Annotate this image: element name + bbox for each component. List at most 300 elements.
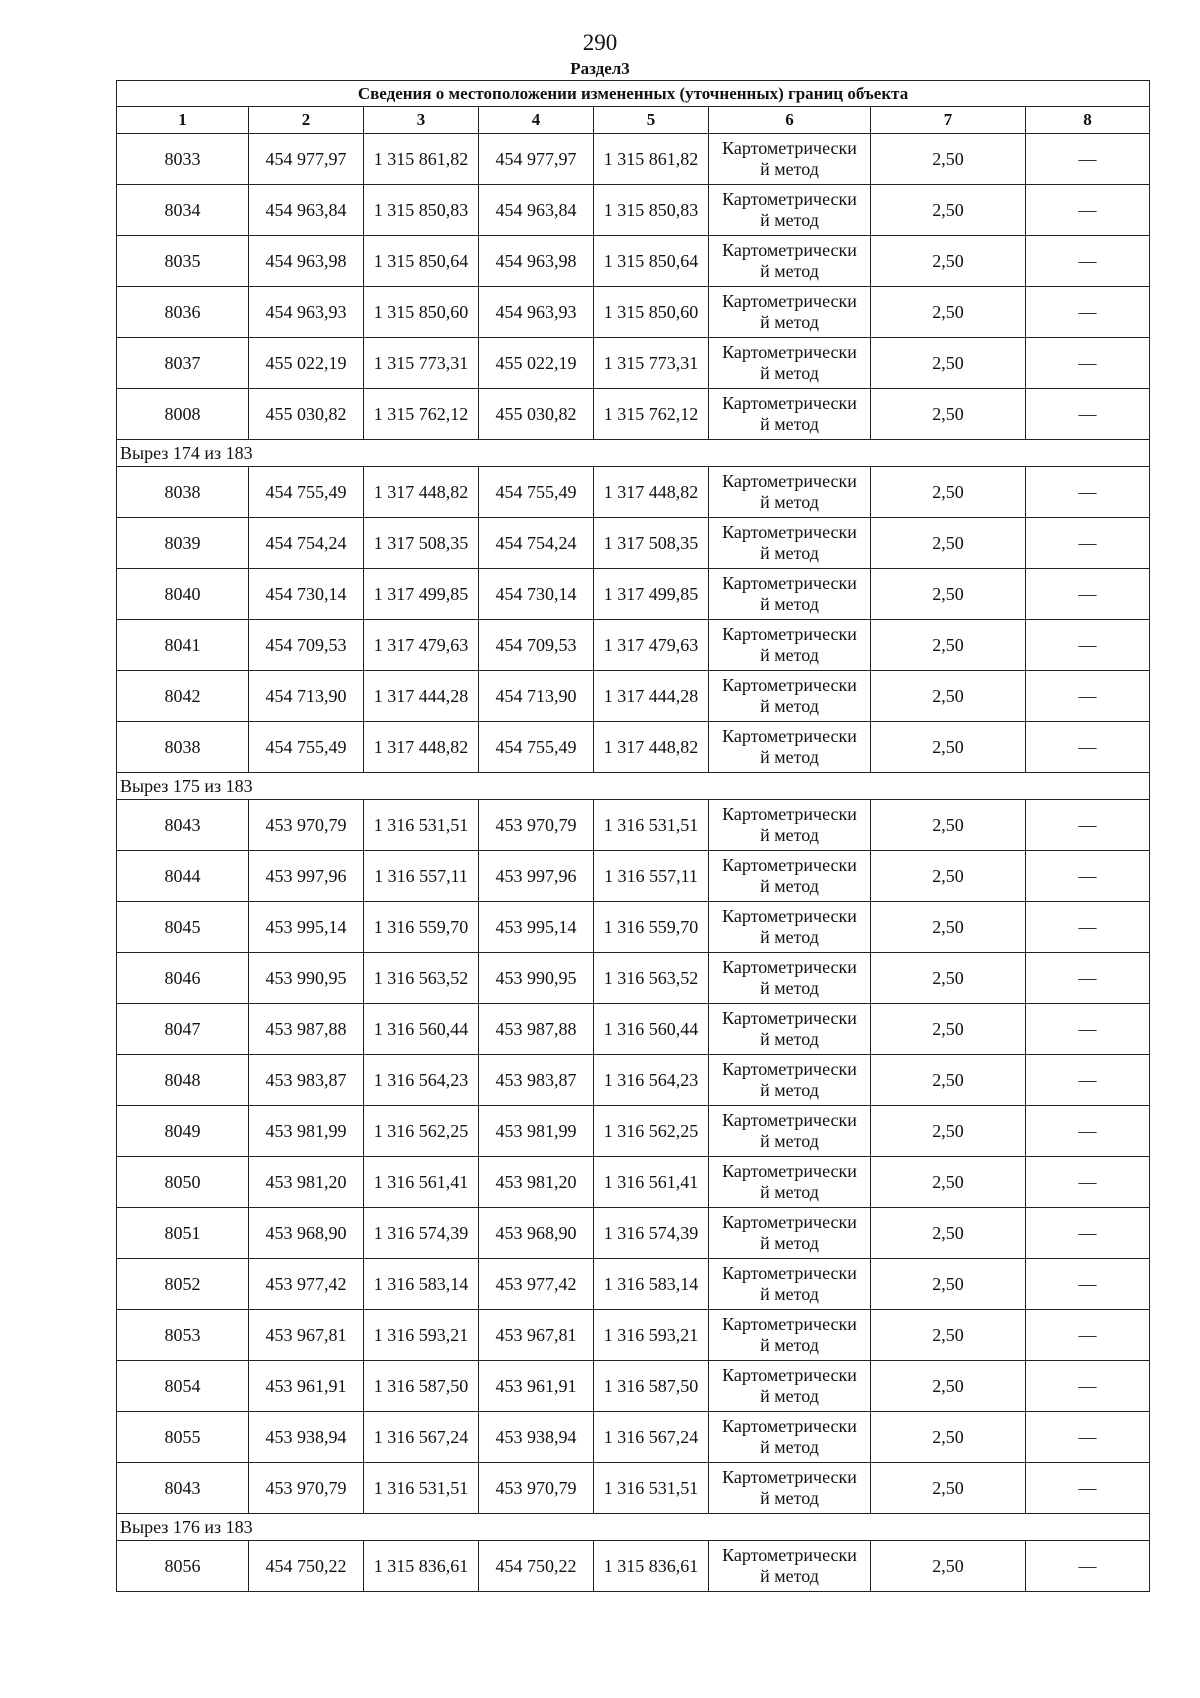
x-updated-cell: 453 970,79 — [479, 800, 594, 851]
cutout-subheader-row — [117, 773, 1150, 800]
method-text-line2: й метод — [760, 1437, 819, 1457]
table-row — [117, 287, 1150, 338]
method-text-line1: Картометрически — [722, 1365, 857, 1385]
method-cell — [709, 467, 871, 518]
point-number-cell: 8055 — [117, 1412, 249, 1463]
method-text-line1: Картометрически — [722, 624, 857, 644]
remark-cell: — — [1026, 1055, 1150, 1106]
point-number-cell: 8049 — [117, 1106, 249, 1157]
remark-cell: — — [1026, 134, 1150, 185]
method-text-line2: й метод — [760, 747, 819, 767]
method-cell — [709, 851, 871, 902]
remark-cell: — — [1026, 1361, 1150, 1412]
point-number-cell: 8008 — [117, 389, 249, 440]
method-text-line1: Картометрически — [722, 675, 857, 695]
method-text-line2: й метод — [760, 210, 819, 230]
remark-cell: — — [1026, 1208, 1150, 1259]
point-number-cell: 8053 — [117, 1310, 249, 1361]
method-cell — [709, 1541, 871, 1592]
x-existing-cell: 453 961,91 — [249, 1361, 364, 1412]
accuracy-cell: 2,50 — [871, 134, 1026, 185]
table-row — [117, 953, 1150, 1004]
table-row — [117, 185, 1150, 236]
accuracy-cell: 2,50 — [871, 851, 1026, 902]
remark-cell: — — [1026, 1541, 1150, 1592]
x-existing-cell: 454 713,90 — [249, 671, 364, 722]
x-updated-cell: 453 967,81 — [479, 1310, 594, 1361]
method-text-line2: й метод — [760, 261, 819, 281]
y-existing-cell: 1 317 508,35 — [364, 518, 479, 569]
accuracy-cell: 2,50 — [871, 569, 1026, 620]
y-existing-cell: 1 316 564,23 — [364, 1055, 479, 1106]
method-cell — [709, 569, 871, 620]
method-text-line2: й метод — [760, 1182, 819, 1202]
y-updated-cell: 1 317 448,82 — [594, 722, 709, 773]
method-text-line2: й метод — [760, 1566, 819, 1586]
y-updated-cell: 1 316 560,44 — [594, 1004, 709, 1055]
y-existing-cell: 1 317 448,82 — [364, 722, 479, 773]
cutout-label: Вырез 174 из 183 — [117, 440, 1150, 467]
method-text-line1: Картометрически — [722, 1161, 857, 1181]
remark-cell: — — [1026, 338, 1150, 389]
remark-cell: — — [1026, 467, 1150, 518]
accuracy-cell: 2,50 — [871, 1463, 1026, 1514]
x-updated-cell: 453 987,88 — [479, 1004, 594, 1055]
section-title: Раздел3 — [570, 59, 630, 78]
y-existing-cell: 1 315 850,60 — [364, 287, 479, 338]
x-existing-cell: 454 750,22 — [249, 1541, 364, 1592]
point-number-cell: 8054 — [117, 1361, 249, 1412]
x-updated-cell: 453 968,90 — [479, 1208, 594, 1259]
y-updated-cell: 1 316 567,24 — [594, 1412, 709, 1463]
point-number-cell: 8038 — [117, 467, 249, 518]
table-row — [117, 1106, 1150, 1157]
remark-cell: — — [1026, 1259, 1150, 1310]
method-cell — [709, 185, 871, 236]
table-row — [117, 851, 1150, 902]
remark-cell: — — [1026, 569, 1150, 620]
x-updated-cell: 453 970,79 — [479, 1463, 594, 1514]
accuracy-cell: 2,50 — [871, 236, 1026, 287]
method-cell — [709, 722, 871, 773]
method-text-line1: Картометрически — [722, 1416, 857, 1436]
remark-cell: — — [1026, 185, 1150, 236]
method-text-line2: й метод — [760, 1131, 819, 1151]
y-existing-cell: 1 316 583,14 — [364, 1259, 479, 1310]
y-updated-cell: 1 315 836,61 — [594, 1541, 709, 1592]
accuracy-cell: 2,50 — [871, 1157, 1026, 1208]
boundary-table — [116, 80, 1150, 1592]
accuracy-cell: 2,50 — [871, 800, 1026, 851]
cutout-subheader-row — [117, 1514, 1150, 1541]
x-updated-cell: 453 981,20 — [479, 1157, 594, 1208]
table-row — [117, 902, 1150, 953]
y-updated-cell: 1 316 557,11 — [594, 851, 709, 902]
remark-cell: — — [1026, 1463, 1150, 1514]
table-row — [117, 389, 1150, 440]
remark-cell: — — [1026, 236, 1150, 287]
method-text-line1: Картометрически — [722, 1545, 857, 1565]
y-existing-cell: 1 315 762,12 — [364, 389, 479, 440]
y-existing-cell: 1 317 499,85 — [364, 569, 479, 620]
table-row — [117, 1541, 1150, 1592]
method-text-line1: Картометрически — [722, 522, 857, 542]
x-existing-cell: 454 709,53 — [249, 620, 364, 671]
column-number: 8 — [1026, 107, 1150, 134]
x-updated-cell: 453 983,87 — [479, 1055, 594, 1106]
method-text-line2: й метод — [760, 876, 819, 896]
column-number: 5 — [594, 107, 709, 134]
x-existing-cell: 453 977,42 — [249, 1259, 364, 1310]
remark-cell: — — [1026, 1106, 1150, 1157]
x-existing-cell: 453 995,14 — [249, 902, 364, 953]
table-row — [117, 671, 1150, 722]
table-row — [117, 1208, 1150, 1259]
y-existing-cell: 1 315 836,61 — [364, 1541, 479, 1592]
table-row — [117, 722, 1150, 773]
table-row — [117, 134, 1150, 185]
y-existing-cell: 1 316 560,44 — [364, 1004, 479, 1055]
method-text-line1: Картометрически — [722, 906, 857, 926]
point-number-cell: 8046 — [117, 953, 249, 1004]
y-existing-cell: 1 317 479,63 — [364, 620, 479, 671]
y-updated-cell: 1 316 559,70 — [594, 902, 709, 953]
point-number-cell: 8041 — [117, 620, 249, 671]
method-text-line1: Картометрически — [722, 393, 857, 413]
point-number-cell: 8040 — [117, 569, 249, 620]
method-text-line2: й метод — [760, 312, 819, 332]
x-updated-cell: 453 997,96 — [479, 851, 594, 902]
method-cell — [709, 1157, 871, 1208]
y-updated-cell: 1 316 583,14 — [594, 1259, 709, 1310]
method-text-line1: Картометрически — [722, 957, 857, 977]
table-row — [117, 800, 1150, 851]
method-text-line2: й метод — [760, 363, 819, 383]
point-number-cell: 8045 — [117, 902, 249, 953]
y-existing-cell: 1 316 574,39 — [364, 1208, 479, 1259]
table-row — [117, 1055, 1150, 1106]
method-cell — [709, 1310, 871, 1361]
x-updated-cell: 454 730,14 — [479, 569, 594, 620]
method-text-line2: й метод — [760, 1029, 819, 1049]
x-updated-cell: 453 981,99 — [479, 1106, 594, 1157]
remark-cell: — — [1026, 287, 1150, 338]
method-text-line2: й метод — [760, 543, 819, 563]
remark-cell: — — [1026, 1412, 1150, 1463]
remark-cell: — — [1026, 902, 1150, 953]
x-existing-cell: 454 754,24 — [249, 518, 364, 569]
point-number-cell: 8039 — [117, 518, 249, 569]
y-existing-cell: 1 317 444,28 — [364, 671, 479, 722]
accuracy-cell: 2,50 — [871, 1004, 1026, 1055]
remark-cell: — — [1026, 1004, 1150, 1055]
table-row — [117, 1004, 1150, 1055]
method-text-line2: й метод — [760, 927, 819, 947]
method-text-line2: й метод — [760, 594, 819, 614]
y-existing-cell: 1 315 850,64 — [364, 236, 479, 287]
x-updated-cell: 455 022,19 — [479, 338, 594, 389]
x-existing-cell: 454 963,93 — [249, 287, 364, 338]
column-number-row — [117, 107, 1150, 134]
x-existing-cell: 454 755,49 — [249, 722, 364, 773]
y-updated-cell: 1 316 561,41 — [594, 1157, 709, 1208]
table-row — [117, 467, 1150, 518]
x-existing-cell: 455 022,19 — [249, 338, 364, 389]
remark-cell: — — [1026, 1310, 1150, 1361]
x-updated-cell: 453 961,91 — [479, 1361, 594, 1412]
y-existing-cell: 1 316 531,51 — [364, 1463, 479, 1514]
x-updated-cell: 454 963,93 — [479, 287, 594, 338]
table-row — [117, 1259, 1150, 1310]
point-number-cell: 8047 — [117, 1004, 249, 1055]
remark-cell: — — [1026, 518, 1150, 569]
accuracy-cell: 2,50 — [871, 1541, 1026, 1592]
x-updated-cell: 455 030,82 — [479, 389, 594, 440]
y-existing-cell: 1 316 567,24 — [364, 1412, 479, 1463]
method-cell — [709, 518, 871, 569]
x-existing-cell: 454 730,14 — [249, 569, 364, 620]
y-updated-cell: 1 316 562,25 — [594, 1106, 709, 1157]
remark-cell: — — [1026, 389, 1150, 440]
method-text-line1: Картометрически — [722, 471, 857, 491]
y-existing-cell: 1 316 593,21 — [364, 1310, 479, 1361]
table-row — [117, 518, 1150, 569]
point-number-cell: 8038 — [117, 722, 249, 773]
method-text-line2: й метод — [760, 978, 819, 998]
table-row — [117, 1157, 1150, 1208]
x-updated-cell: 454 977,97 — [479, 134, 594, 185]
method-text-line1: Картометрически — [722, 1263, 857, 1283]
accuracy-cell: 2,50 — [871, 953, 1026, 1004]
method-cell — [709, 902, 871, 953]
accuracy-cell: 2,50 — [871, 287, 1026, 338]
x-updated-cell: 454 713,90 — [479, 671, 594, 722]
table-row — [117, 1361, 1150, 1412]
y-existing-cell: 1 316 563,52 — [364, 953, 479, 1004]
point-number-cell: 8037 — [117, 338, 249, 389]
y-updated-cell: 1 315 861,82 — [594, 134, 709, 185]
y-updated-cell: 1 316 593,21 — [594, 1310, 709, 1361]
method-text-line2: й метод — [760, 696, 819, 716]
method-text-line2: й метод — [760, 159, 819, 179]
column-number: 6 — [709, 107, 871, 134]
method-text-line1: Картометрически — [722, 1059, 857, 1079]
accuracy-cell: 2,50 — [871, 338, 1026, 389]
x-updated-cell: 453 938,94 — [479, 1412, 594, 1463]
point-number-cell: 8034 — [117, 185, 249, 236]
x-existing-cell: 453 938,94 — [249, 1412, 364, 1463]
accuracy-cell: 2,50 — [871, 671, 1026, 722]
x-existing-cell: 454 963,98 — [249, 236, 364, 287]
method-text-line1: Картометрически — [722, 189, 857, 209]
x-updated-cell: 454 709,53 — [479, 620, 594, 671]
column-number: 3 — [364, 107, 479, 134]
method-text-line2: й метод — [760, 825, 819, 845]
method-cell — [709, 287, 871, 338]
method-text-line2: й метод — [760, 492, 819, 512]
method-cell — [709, 1463, 871, 1514]
column-number: 1 — [117, 107, 249, 134]
y-updated-cell: 1 315 762,12 — [594, 389, 709, 440]
method-text-line2: й метод — [760, 1284, 819, 1304]
point-number-cell: 8051 — [117, 1208, 249, 1259]
y-updated-cell: 1 315 850,60 — [594, 287, 709, 338]
accuracy-cell: 2,50 — [871, 1106, 1026, 1157]
remark-cell: — — [1026, 851, 1150, 902]
method-text-line2: й метод — [760, 1233, 819, 1253]
y-updated-cell: 1 316 564,23 — [594, 1055, 709, 1106]
table-row — [117, 338, 1150, 389]
method-cell — [709, 1412, 871, 1463]
method-cell — [709, 671, 871, 722]
accuracy-cell: 2,50 — [871, 1055, 1026, 1106]
method-text-line2: й метод — [760, 1335, 819, 1355]
y-existing-cell: 1 315 861,82 — [364, 134, 479, 185]
x-updated-cell: 454 754,24 — [479, 518, 594, 569]
x-existing-cell: 453 990,95 — [249, 953, 364, 1004]
point-number-cell: 8035 — [117, 236, 249, 287]
method-text-line1: Картометрически — [722, 138, 857, 158]
x-updated-cell: 454 750,22 — [479, 1541, 594, 1592]
method-text-line1: Картометрически — [722, 1110, 857, 1130]
x-existing-cell: 453 981,99 — [249, 1106, 364, 1157]
x-existing-cell: 453 983,87 — [249, 1055, 364, 1106]
accuracy-cell: 2,50 — [871, 1259, 1026, 1310]
accuracy-cell: 2,50 — [871, 467, 1026, 518]
method-cell — [709, 800, 871, 851]
remark-cell: — — [1026, 722, 1150, 773]
point-number-cell: 8056 — [117, 1541, 249, 1592]
y-updated-cell: 1 316 531,51 — [594, 800, 709, 851]
remark-cell: — — [1026, 620, 1150, 671]
x-existing-cell: 454 977,97 — [249, 134, 364, 185]
y-existing-cell: 1 316 559,70 — [364, 902, 479, 953]
y-existing-cell: 1 315 773,31 — [364, 338, 479, 389]
accuracy-cell: 2,50 — [871, 722, 1026, 773]
method-cell — [709, 1259, 871, 1310]
x-updated-cell: 454 963,98 — [479, 236, 594, 287]
point-number-cell: 8050 — [117, 1157, 249, 1208]
x-existing-cell: 454 963,84 — [249, 185, 364, 236]
table-row — [117, 1310, 1150, 1361]
x-existing-cell: 453 967,81 — [249, 1310, 364, 1361]
method-text-line1: Картометрически — [722, 804, 857, 824]
y-updated-cell: 1 317 444,28 — [594, 671, 709, 722]
x-existing-cell: 453 970,79 — [249, 800, 364, 851]
method-text-line1: Картометрически — [722, 855, 857, 875]
x-existing-cell: 453 981,20 — [249, 1157, 364, 1208]
table-row — [117, 569, 1150, 620]
y-updated-cell: 1 315 850,83 — [594, 185, 709, 236]
method-text-line2: й метод — [760, 1488, 819, 1508]
method-cell — [709, 1208, 871, 1259]
remark-cell: — — [1026, 953, 1150, 1004]
y-existing-cell: 1 317 448,82 — [364, 467, 479, 518]
table-row — [117, 620, 1150, 671]
remark-cell: — — [1026, 671, 1150, 722]
x-updated-cell: 454 755,49 — [479, 722, 594, 773]
table-row — [117, 1412, 1150, 1463]
cutout-label: Вырез 175 из 183 — [117, 773, 1150, 800]
point-number-cell: 8044 — [117, 851, 249, 902]
method-text-line2: й метод — [760, 645, 819, 665]
x-existing-cell: 453 970,79 — [249, 1463, 364, 1514]
method-text-line1: Картометрически — [722, 1467, 857, 1487]
accuracy-cell: 2,50 — [871, 1208, 1026, 1259]
table-row — [117, 1463, 1150, 1514]
method-cell — [709, 236, 871, 287]
method-text-line1: Картометрически — [722, 240, 857, 260]
y-existing-cell: 1 316 531,51 — [364, 800, 479, 851]
method-text-line1: Картометрически — [722, 726, 857, 746]
accuracy-cell: 2,50 — [871, 620, 1026, 671]
x-existing-cell: 453 968,90 — [249, 1208, 364, 1259]
y-updated-cell: 1 316 563,52 — [594, 953, 709, 1004]
accuracy-cell: 2,50 — [871, 902, 1026, 953]
point-number-cell: 8052 — [117, 1259, 249, 1310]
accuracy-cell: 2,50 — [871, 1361, 1026, 1412]
method-text-line1: Картометрически — [722, 1314, 857, 1334]
point-number-cell: 8043 — [117, 1463, 249, 1514]
y-existing-cell: 1 316 561,41 — [364, 1157, 479, 1208]
method-cell — [709, 1106, 871, 1157]
x-existing-cell: 454 755,49 — [249, 467, 364, 518]
y-existing-cell: 1 316 562,25 — [364, 1106, 479, 1157]
y-updated-cell: 1 317 448,82 — [594, 467, 709, 518]
method-text-line1: Картометрически — [722, 1008, 857, 1028]
point-number-cell: 8042 — [117, 671, 249, 722]
column-number: 2 — [249, 107, 364, 134]
cutout-subheader-row — [117, 440, 1150, 467]
accuracy-cell: 2,50 — [871, 389, 1026, 440]
table-body — [117, 134, 1150, 1592]
method-cell — [709, 953, 871, 1004]
accuracy-cell: 2,50 — [871, 518, 1026, 569]
point-number-cell: 8036 — [117, 287, 249, 338]
accuracy-cell: 2,50 — [871, 185, 1026, 236]
x-existing-cell: 453 997,96 — [249, 851, 364, 902]
y-existing-cell: 1 315 850,83 — [364, 185, 479, 236]
x-updated-cell: 454 963,84 — [479, 185, 594, 236]
method-text-line1: Картометрически — [722, 342, 857, 362]
x-existing-cell: 455 030,82 — [249, 389, 364, 440]
column-number: 7 — [871, 107, 1026, 134]
method-cell — [709, 338, 871, 389]
y-updated-cell: 1 317 479,63 — [594, 620, 709, 671]
point-number-cell: 8048 — [117, 1055, 249, 1106]
point-number-cell: 8043 — [117, 800, 249, 851]
table-caption: Сведения о местоположении измененных (уточненных) границ объекта — [117, 81, 1150, 107]
cutout-label: Вырез 176 из 183 — [117, 1514, 1150, 1541]
y-updated-cell: 1 316 574,39 — [594, 1208, 709, 1259]
y-updated-cell: 1 316 587,50 — [594, 1361, 709, 1412]
method-text-line2: й метод — [760, 1080, 819, 1100]
column-number: 4 — [479, 107, 594, 134]
method-cell — [709, 1004, 871, 1055]
method-text-line2: й метод — [760, 414, 819, 434]
method-cell — [709, 389, 871, 440]
method-text-line2: й метод — [760, 1386, 819, 1406]
x-updated-cell: 453 977,42 — [479, 1259, 594, 1310]
method-cell — [709, 620, 871, 671]
method-text-line1: Картометрически — [722, 291, 857, 311]
x-existing-cell: 453 987,88 — [249, 1004, 364, 1055]
accuracy-cell: 2,50 — [871, 1412, 1026, 1463]
remark-cell: — — [1026, 1157, 1150, 1208]
y-updated-cell: 1 317 499,85 — [594, 569, 709, 620]
method-cell — [709, 134, 871, 185]
remark-cell: — — [1026, 800, 1150, 851]
